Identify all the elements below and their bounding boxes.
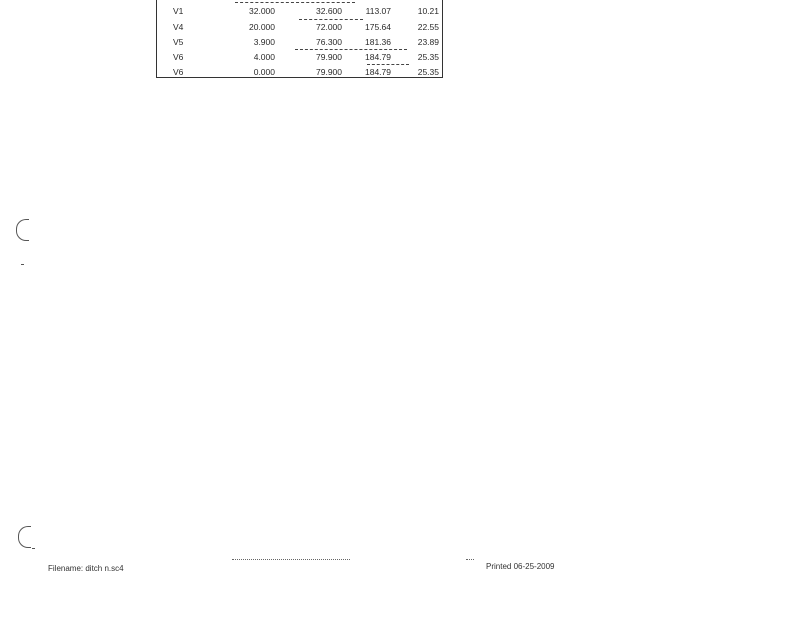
footer-rule: [466, 559, 474, 560]
scan-mark: [32, 548, 35, 549]
row-value-2: 79.900: [316, 67, 342, 77]
row-value-4: 25.35: [417, 52, 439, 62]
row-value-3: 181.36: [365, 37, 391, 47]
row-value-3: 184.79: [365, 67, 391, 77]
table-row: [157, 50, 442, 65]
row-value-4: 10.21: [417, 6, 439, 16]
row-value-3: 175.64: [365, 22, 391, 32]
row-id: V1: [173, 6, 184, 16]
row-value-1: 3.900: [253, 37, 275, 47]
binding-hole-mark: [16, 219, 29, 241]
row-value-1: 32.000: [249, 6, 275, 16]
table-row: [157, 4, 442, 19]
table-row: [157, 20, 442, 35]
row-id: V6: [173, 67, 184, 77]
row-value-1: 4.000: [253, 52, 275, 62]
table-row: [157, 35, 442, 50]
row-id: V4: [173, 22, 184, 32]
row-value-1: 0.000: [253, 67, 275, 77]
row-value-2: 32.600: [316, 6, 342, 16]
table-row: [157, 65, 442, 80]
row-value-4: 23.89: [417, 37, 439, 47]
row-value-1: 20.000: [249, 22, 275, 32]
row-id: V5: [173, 37, 184, 47]
row-value-2: 76.300: [316, 37, 342, 47]
data-table: [156, 0, 443, 78]
binding-hole-mark: [18, 526, 31, 548]
footer-filename: Filename: ditch n.sc4: [48, 564, 124, 573]
row-value-4: 25.35: [417, 67, 439, 77]
row-value-2: 72.000: [316, 22, 342, 32]
row-value-3: 113.07: [365, 6, 391, 16]
row-value-3: 184.79: [365, 52, 391, 62]
row-value-4: 22.55: [417, 22, 439, 32]
row-id: V6: [173, 52, 184, 62]
table-separator: [235, 2, 355, 3]
footer-printed-date: Printed 06-25-2009: [486, 562, 555, 571]
row-value-2: 79.900: [316, 52, 342, 62]
footer-rule: [232, 559, 350, 560]
scan-mark: [21, 264, 24, 265]
